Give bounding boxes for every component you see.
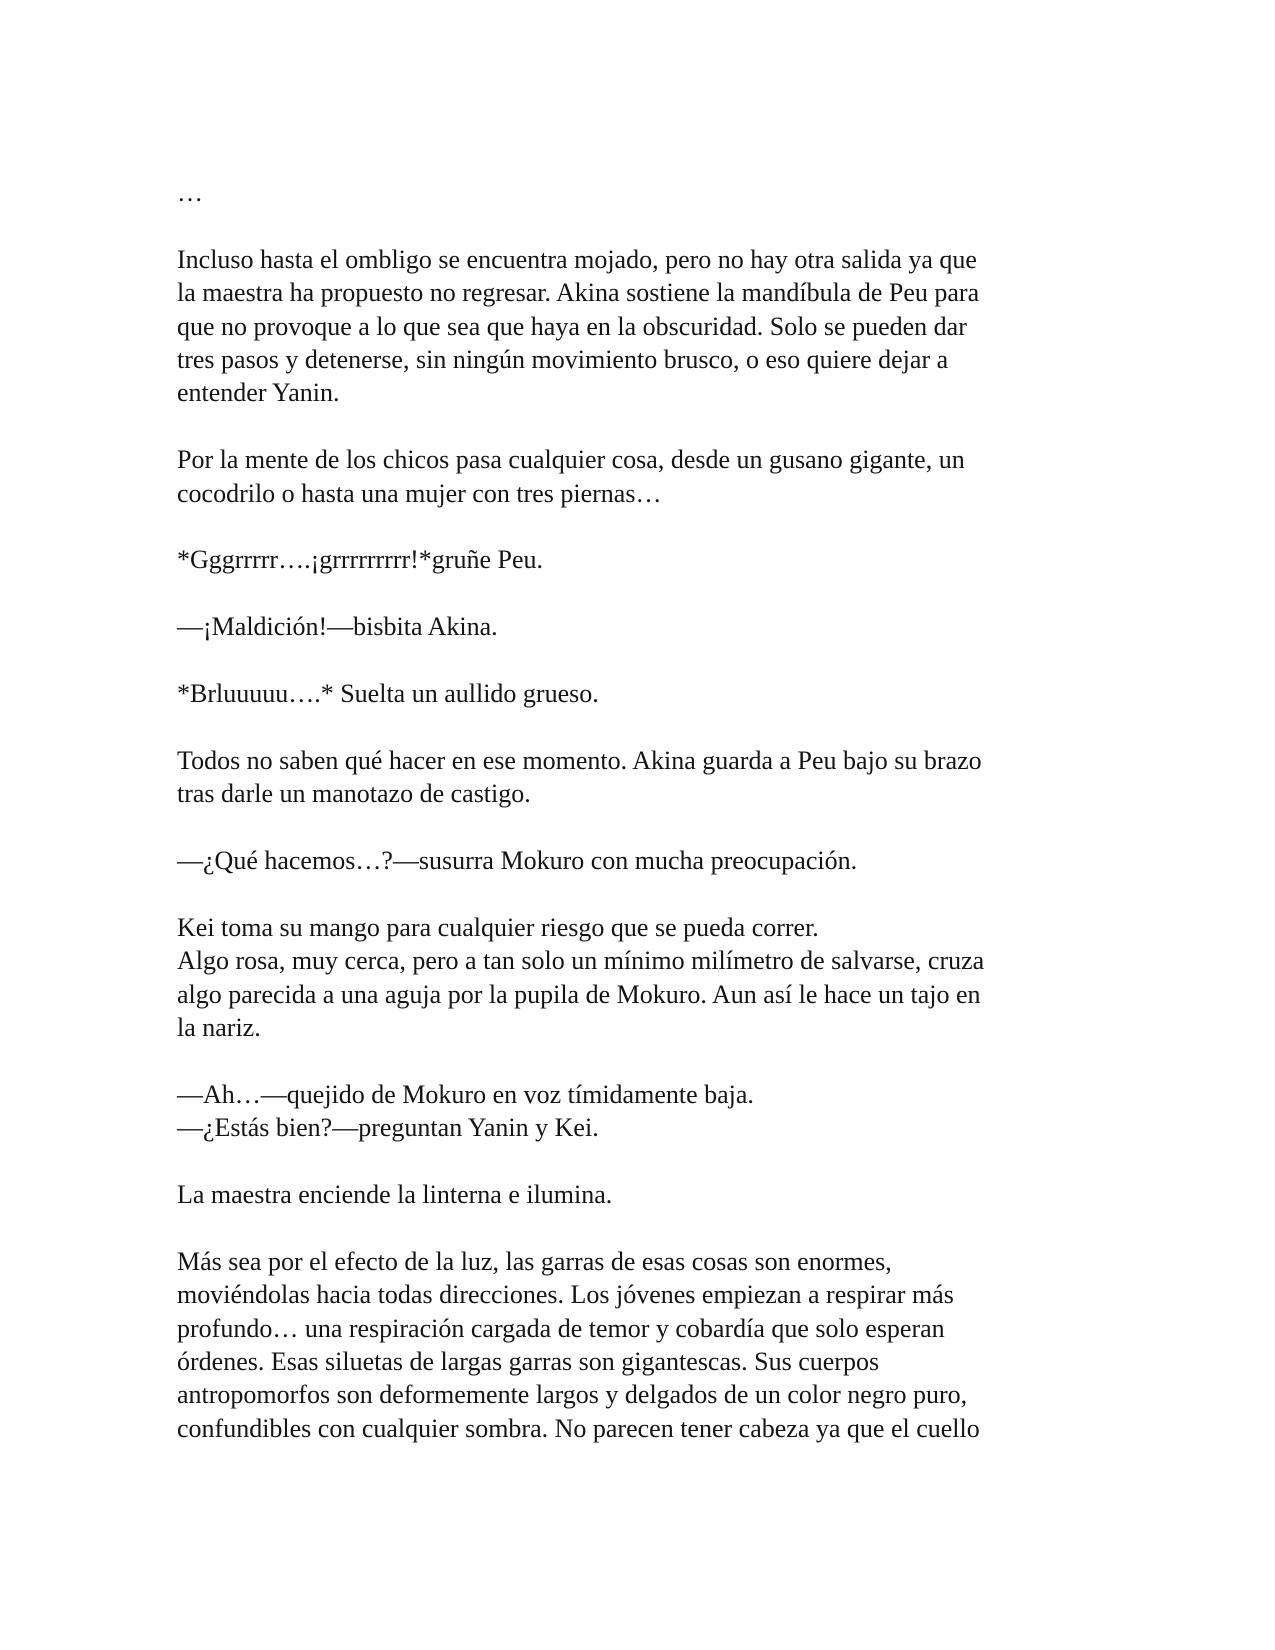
- paragraph-teacher-lantern: La maestra enciende la linterna e ilumina.: [177, 1180, 613, 1210]
- paragraph-imagination: Por la mente de los chicos pasa cualquier cosa, desde un gusano gigante, un cocodrilo o hasta una mujer con tres piernas…: [177, 445, 965, 508]
- paragraph-akina-guards-peu: Todos no saben qué hacer en ese momento. Akina guarda a Peu bajo su brazo tras darle un manotazo de castigo.: [177, 745, 982, 809]
- paragraph-river-crossing: Incluso hasta el ombligo se encuentra mojado, pero no hay otra salida ya que la maestra ha propuesto no regresar. Akina sostiene la mandíbula de Peu para que no provoque a lo que sea que haya en la obscuridad. Solo se pueden dar tres pasos y detenerse, sin ningún movimiento brusco, o eso quiere dejar a entender Yanin.: [177, 244, 980, 408]
- paragraph-creatures-description: Más sea por el efecto de la luz, las garras de esas cosas son enormes, moviéndolas hacia todas direcciones. Los jóvenes empiezan a respirar más profundo… una respiración cargada de temor y cobardía que solo esperan órdenes. Esas siluetas de largas garras son gigantescas. Sus cuerpos antropomorfos son deformemente largos y delgados de un color negro puro, confundibles con cualquier sombra. No parecen tener cabeza ya que el cuello: [177, 1246, 980, 1443]
- ellipsis-paragraph: …: [177, 178, 203, 207]
- paragraph-pink-needle: Algo rosa, muy cerca, pero a tan solo un mínimo milímetro de salvarse, cruza algo parecida a una aguja por la pupila de Mokuro. Aun así le hace un tajo en la nariz.: [177, 946, 985, 1043]
- dialogue-mokuro-question: —¿Qué hacemos…?—susurra Mokuro con mucha preocupación.: [177, 846, 858, 876]
- dialogue-akina-curse: —¡Maldición!—bisbita Akina.: [177, 612, 498, 642]
- paragraph-peu-growl: *Gggrrrrr….¡grrrrrrrrr!*gruñe Peu.: [177, 545, 544, 575]
- dialogue-are-you-ok: —¿Estás bien?—preguntan Yanin y Kei.: [177, 1113, 599, 1143]
- paragraph-kei-mango: Kei toma su mango para cualquier riesgo que se pueda correr.: [177, 912, 819, 942]
- paragraph-howl: *Brluuuuu….* Suelta un aullido grueso.: [177, 679, 599, 709]
- dialogue-mokuro-complaint: —Ah…—quejido de Mokuro en voz tímidamente baja.: [177, 1079, 754, 1109]
- page-body: [177, 176, 1097, 1479]
